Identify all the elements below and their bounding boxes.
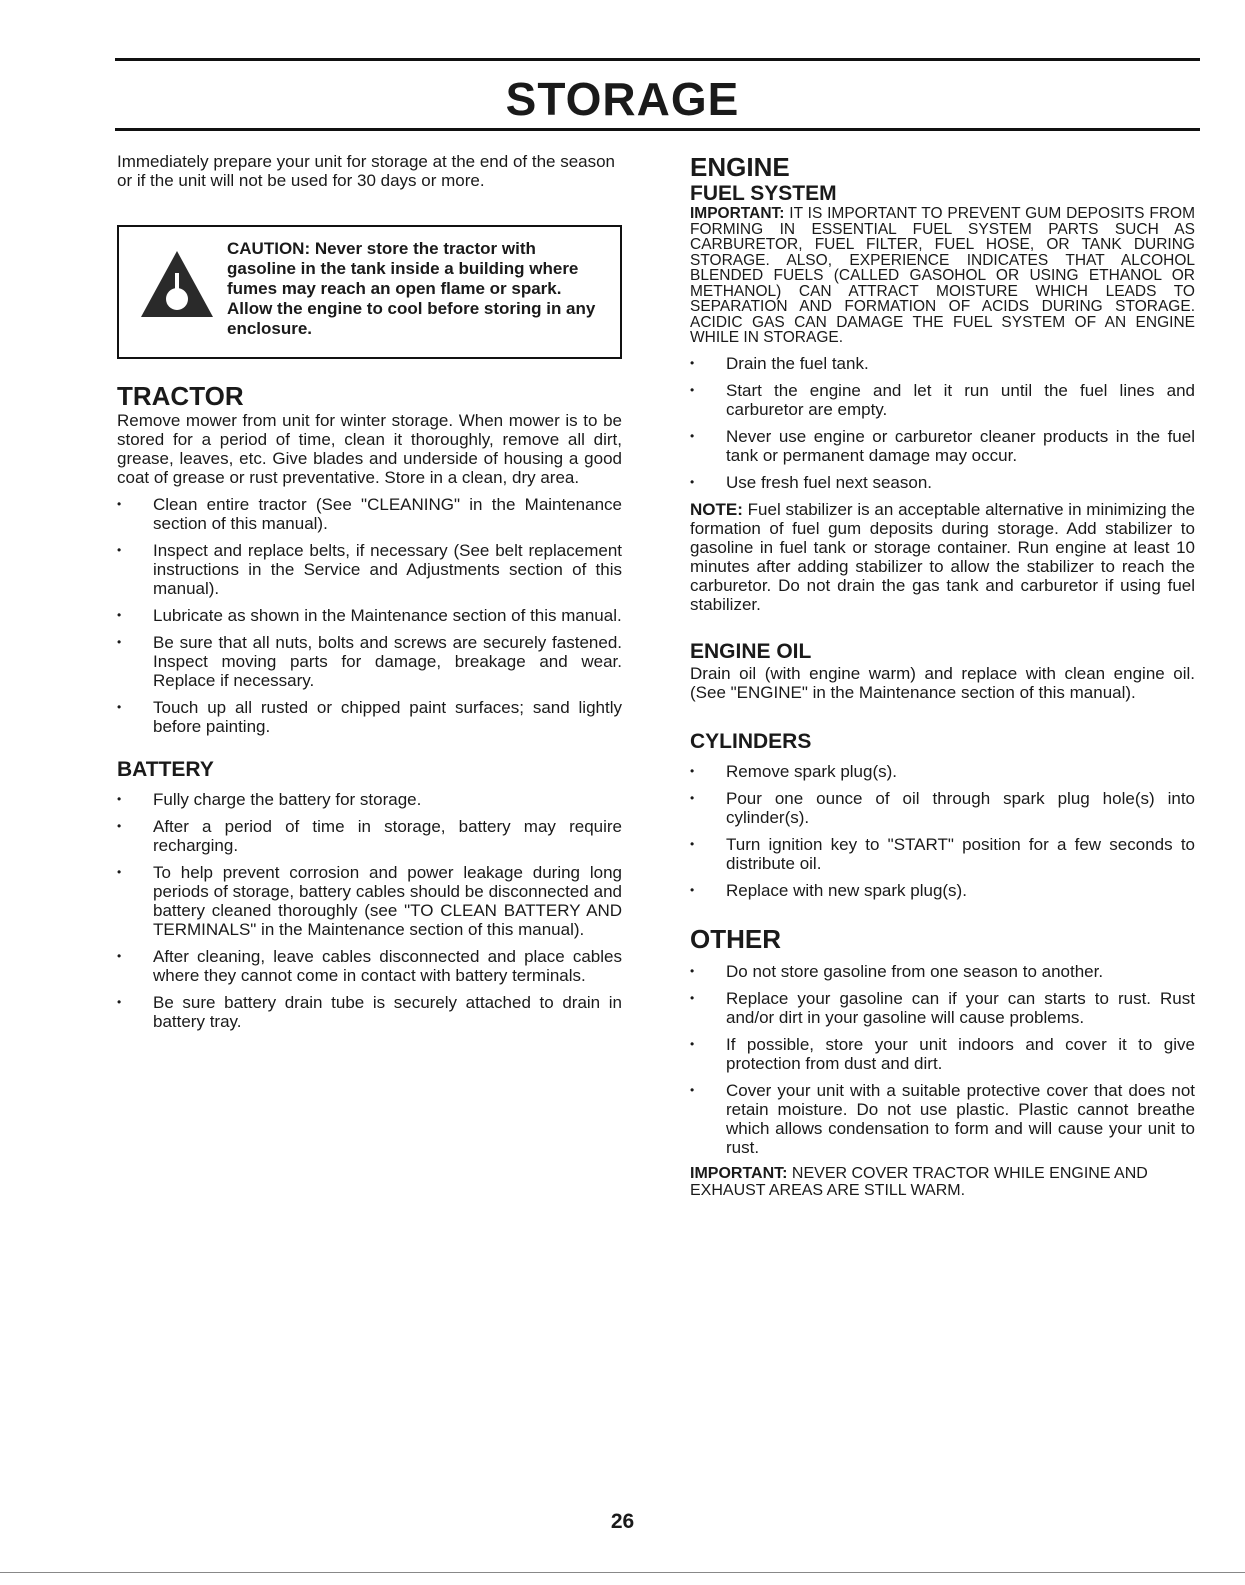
note-text: Fuel stabilizer is an acceptable alternative in minimizing the formation of fuel gum deposits during storage. Add stabilizer to gasoline in fuel tank or storage container. Run engine at least 10 minutes after adding stabilizer to allow the stabilizer to reach the carburetor. Do not drain the gas tank and carburetor if using fuel stabilizer. bbox=[690, 499, 1195, 614]
list-item: • Pour one ounce of oil through spark plug hole(s) into cylinder(s). bbox=[690, 789, 1195, 827]
fuel-system-heading: FUEL SYSTEM bbox=[690, 182, 837, 205]
left-column bbox=[117, 152, 622, 1031]
fuel-list bbox=[690, 354, 1195, 492]
list-item: • To help prevent corrosion and power leakage during long periods of storage, battery cables should be disconnected and battery cleaned thoroughly (see "TO CLEAN BATTERY AND TERMINALS" in the Maintenance section of this manual). bbox=[117, 863, 622, 939]
caution-box bbox=[117, 225, 622, 359]
engine-oil-heading: ENGINE OIL bbox=[690, 639, 812, 663]
list-item: • Be sure that all nuts, bolts and screws are securely fastened. Inspect moving parts for damage, breakage and wear. Replace if necessary. bbox=[117, 633, 622, 690]
tractor-body: Remove mower from unit for winter storage. When mower is to be stored for a period of time, clean it thoroughly, remove all dirt, grease, leaves, etc. Give blades and underside of housing a good coat of grease or rust preventative. Store in a clean, dry area. bbox=[117, 411, 622, 487]
engine-oil-body: Drain oil (with engine warm) and replace with clean engine oil. (See "ENGINE" in the Maintenance section of this manual). bbox=[690, 663, 1195, 702]
page-number: 26 bbox=[610, 1510, 635, 1533]
list-item: • Touch up all rusted or chipped paint surfaces; sand lightly before painting. bbox=[117, 698, 622, 736]
battery-heading: BATTERY bbox=[117, 758, 214, 781]
right-column bbox=[690, 152, 1195, 1199]
intro-paragraph: Immediately prepare your unit for storage at the end of the season or if the unit will not be used for 30 days or more. bbox=[117, 152, 616, 190]
tractor-list bbox=[117, 495, 622, 736]
footer-rule bbox=[0, 1572, 1245, 1573]
tractor-heading: TRACTOR bbox=[117, 381, 244, 411]
important-text: NEVER COVER TRACTOR WHILE ENGINE AND EXHAUST AREAS ARE STILL WARM. bbox=[690, 1164, 1148, 1199]
list-item: • Use fresh fuel next season. bbox=[690, 473, 1195, 492]
list-item: • Remove spark plug(s). bbox=[690, 762, 1195, 781]
list-item: • Be sure battery drain tube is securely attached to drain in battery tray. bbox=[117, 993, 622, 1031]
list-item: • Lubricate as shown in the Maintenance section of this manual. bbox=[117, 606, 622, 625]
list-item: • Drain the fuel tank. bbox=[690, 354, 1195, 373]
other-heading: OTHER bbox=[690, 923, 781, 954]
list-item: • Start the engine and let it run until the fuel lines and carburetor are empty. bbox=[690, 381, 1195, 419]
list-item: • Clean entire tractor (See "CLEANING" in the Maintenance section of this manual). bbox=[117, 495, 622, 533]
list-item: • Fully charge the battery for storage. bbox=[117, 790, 622, 809]
other-important-notice bbox=[690, 1165, 1195, 1199]
list-item: • Cover your unit with a suitable protective cover that does not retain moisture. Do not use plastic. Plastic cannot breathe which allows condensation to form and will cause your unit to rust. bbox=[690, 1081, 1195, 1157]
list-item: • Do not store gasoline from one season to another. bbox=[690, 962, 1195, 981]
important-label: IMPORTANT: bbox=[690, 1164, 788, 1182]
cylinders-heading: CYLINDERS bbox=[690, 729, 812, 753]
cylinders-list bbox=[690, 762, 1195, 900]
warning-triangle-icon bbox=[139, 249, 215, 319]
battery-list bbox=[117, 790, 622, 1031]
list-item: • Replace your gasoline can if your can starts to rust. Rust and/or dirt in your gasoline will cause problems. bbox=[690, 989, 1195, 1027]
list-item: • After a period of time in storage, battery may require recharging. bbox=[117, 817, 622, 855]
important-label: IMPORTANT: bbox=[690, 205, 785, 222]
header-rule-top bbox=[115, 58, 1200, 61]
list-item: • Never use engine or carburetor cleaner products in the fuel tank or permanent damage may occur. bbox=[690, 427, 1195, 465]
important-text: IT IS IMPORTANT TO PREVENT GUM DEPOSITS FROM FORMING IN ESSENTIAL FUEL SYSTEM PARTS SUCH AS CARBURETOR, FUEL FILTER, FUEL HOSE, OR TANK DURING STORAGE. ALSO, EXPERIENCE INDICATES THAT ALCOHOL BLENDED FUELS (CALLED GASOHOL OR USING ETHANOL OR METHANOL) CAN ATTRACT MOISTURE WHICH LEADS TO SEPARATION AND FORMATION OF ACIDS DURING STORAGE. ACIDIC GAS CAN DAMAGE THE FUEL SYSTEM OF AN ENGINE WHILE IN STORAGE. bbox=[690, 205, 1195, 346]
list-item: • Replace with new spark plug(s). bbox=[690, 881, 1195, 900]
other-list bbox=[690, 962, 1195, 1157]
engine-heading: ENGINE bbox=[690, 152, 790, 182]
list-item: • After cleaning, leave cables disconnected and place cables where they cannot come in contact with battery terminals. bbox=[117, 947, 622, 985]
page-title: STORAGE bbox=[505, 73, 740, 125]
header-rule-bottom bbox=[115, 128, 1200, 131]
list-item: • If possible, store your unit indoors and cover it to give protection from dust and dirt. bbox=[690, 1035, 1195, 1073]
fuel-note bbox=[690, 500, 1195, 614]
list-item: • Inspect and replace belts, if necessary (See belt replacement instructions in the Service and Adjustments section of this manual). bbox=[117, 541, 622, 598]
fuel-important-notice bbox=[690, 206, 1195, 346]
list-item: • Turn ignition key to "START" position for a few seconds to distribute oil. bbox=[690, 835, 1195, 873]
caution-text: CAUTION: Never store the tractor with gasoline in the tank inside a building where fumes may reach an open flame or spark. Allow the engine to cool before storing in any enclosure. bbox=[227, 239, 596, 338]
note-label: NOTE: bbox=[690, 499, 743, 519]
